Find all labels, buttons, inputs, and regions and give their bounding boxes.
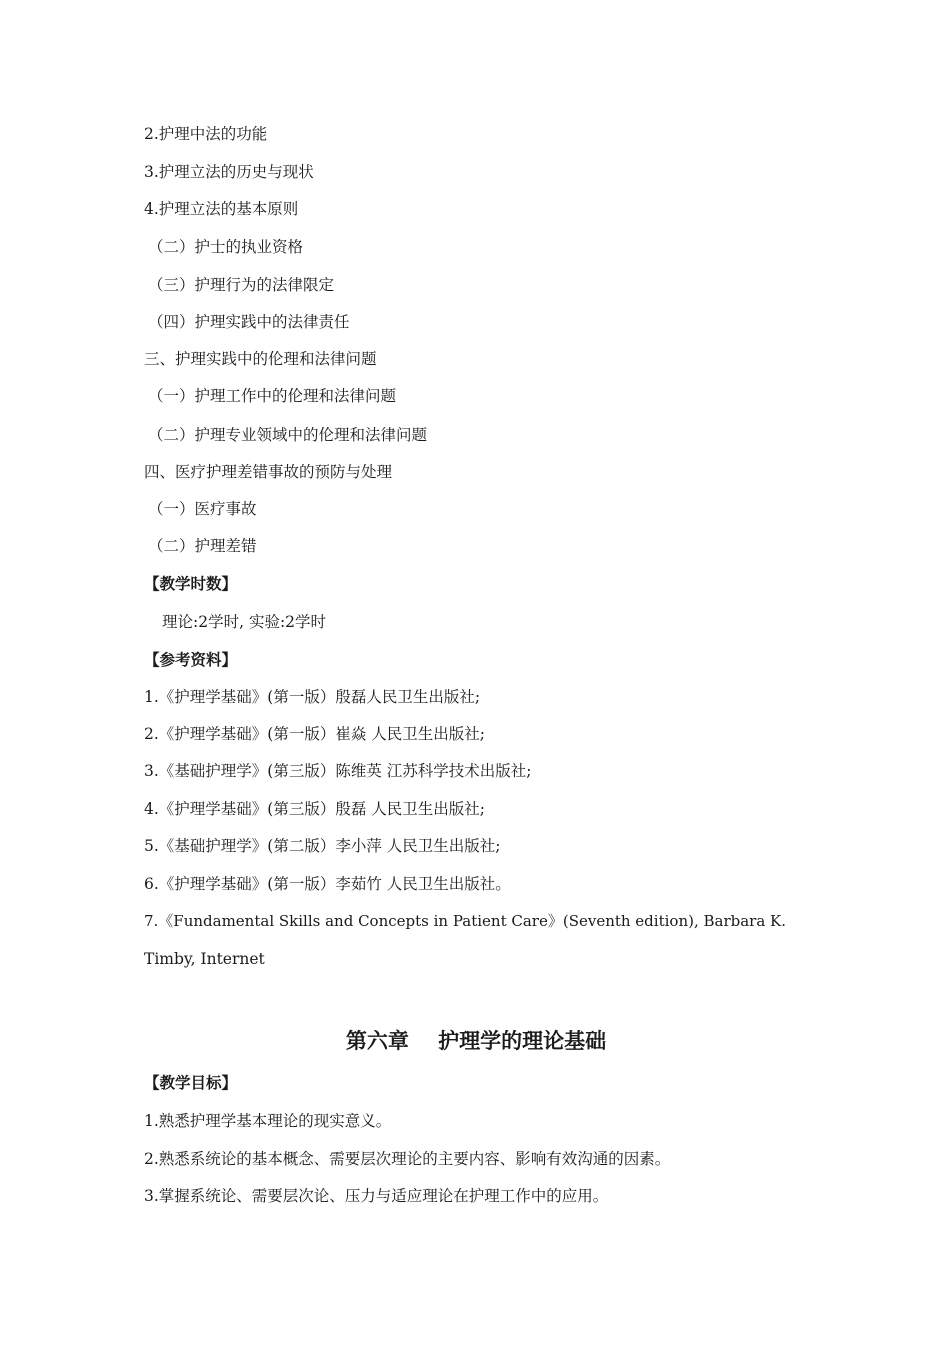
reference-item: 4.《护理学基础》(第三版）殷磊 人民卫生出版社;: [144, 800, 485, 818]
outline-item: （二）护理专业领域中的伦理和法律问题: [148, 426, 428, 444]
reference-item: Timby, Internet: [144, 950, 265, 968]
outline-item: （二）护理差错: [148, 537, 257, 555]
outline-item: 3.护理立法的历史与现状: [144, 163, 314, 181]
objective-item: 2.熟悉系统论的基本概念、需要层次理论的主要内容、影响有效沟通的因素。: [144, 1150, 671, 1168]
reference-item: 3.《基础护理学》(第三版）陈维英 江苏科学技术出版社;: [144, 762, 532, 780]
outline-item: （四）护理实践中的法律责任: [148, 313, 350, 331]
outline-item: （三）护理行为的法律限定: [148, 276, 335, 294]
objectives-heading: 【教学目标】: [144, 1074, 238, 1092]
outline-item: 三、护理实践中的伦理和法律问题: [144, 350, 377, 368]
reference-item: 1.《护理学基础》(第一版）殷磊人民卫生出版社;: [144, 688, 481, 706]
outline-item: 4.护理立法的基本原则: [144, 200, 299, 218]
reference-item: 6.《护理学基础》(第一版）李茹竹 人民卫生出版社。: [144, 875, 511, 893]
outline-item: （一）护理工作中的伦理和法律问题: [148, 387, 397, 405]
references-heading: 【参考资料】: [144, 651, 238, 669]
reference-item: 5.《基础护理学》(第二版）李小萍 人民卫生出版社;: [144, 837, 501, 855]
objective-item: 3.掌握系统论、需要层次论、压力与适应理论在护理工作中的应用。: [144, 1187, 609, 1205]
teaching-hours-heading: 【教学时数】: [144, 575, 238, 593]
reference-item: 2.《护理学基础》(第一版）崔焱 人民卫生出版社;: [144, 725, 485, 743]
reference-item: 7.《Fundamental Skills and Concepts in Patient Care》(Seventh edition), Barbara K.: [144, 912, 787, 930]
outline-item: 四、医疗护理差错事故的预防与处理: [144, 463, 393, 481]
outline-item: 2.护理中法的功能: [144, 125, 268, 143]
outline-item: （二）护士的执业资格: [148, 238, 304, 256]
objective-item: 1.熟悉护理学基本理论的现实意义。: [144, 1112, 392, 1130]
chapter-title: 第六章 护理学的理论基础: [345, 1029, 607, 1053]
teaching-hours-text: 理论:2学时, 实验:2学时: [162, 613, 327, 631]
outline-item: （一）医疗事故: [148, 500, 257, 518]
